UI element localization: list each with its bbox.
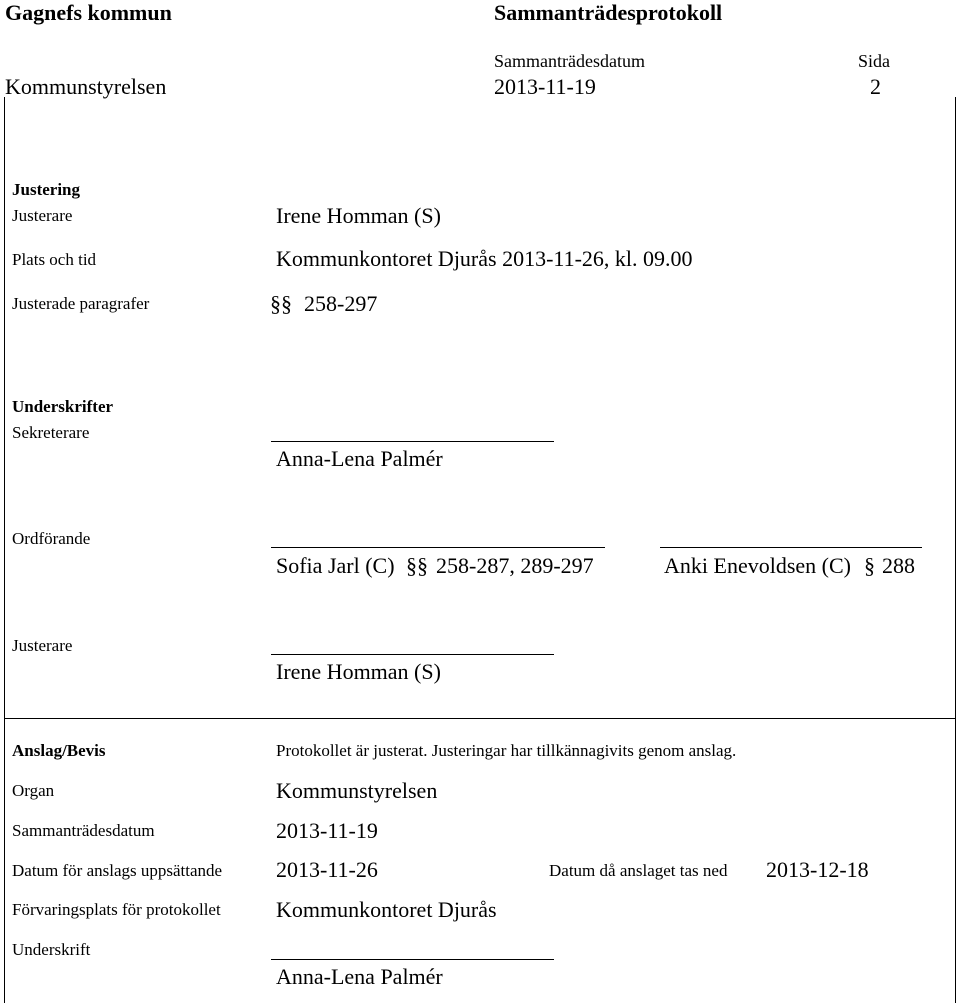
- paragrafer-label: Justerade paragrafer: [12, 294, 150, 313]
- underskrift-label: Underskrift: [12, 940, 91, 959]
- paragraph-symbol: §§: [270, 291, 292, 316]
- organ-value: Kommunstyrelsen: [276, 778, 438, 803]
- sekreterare-name: Anna-Lena Palmér: [276, 446, 443, 471]
- nedtagning-value: 2013-12-18: [766, 857, 869, 882]
- justerare-sign-label: Justerare: [12, 636, 73, 655]
- anslag-datum-label: Sammanträdesdatum: [12, 821, 155, 840]
- signature-line-justerare: [271, 654, 554, 655]
- ordforande-2-name: Anki Enevoldsen (C): [664, 553, 851, 578]
- meeting-date: 2013-11-19: [494, 74, 596, 99]
- document-type: Sammanträdesprotokoll: [494, 0, 723, 25]
- underskrift-name: Anna-Lena Palmér: [276, 964, 443, 989]
- justerare-label: Justerare: [12, 206, 73, 225]
- forvaring-value: Kommunkontoret Djurås: [276, 897, 497, 922]
- signature-line-ordforande-2: [660, 547, 922, 548]
- signature-line-ordforande-1: [271, 547, 605, 548]
- section-divider: [4, 718, 956, 719]
- page-label: Sida: [858, 51, 891, 71]
- municipality-name: Gagnefs kommun: [5, 0, 172, 25]
- ordforande-1-name: Sofia Jarl (C): [276, 553, 395, 578]
- frame-left-border: [4, 97, 5, 1003]
- frame-right-border: [955, 97, 956, 1003]
- underskrifter-heading: Underskrifter: [12, 397, 114, 416]
- paragraph-symbol: §: [864, 553, 875, 578]
- forvaring-label: Förvaringsplats för protokollet: [12, 900, 221, 919]
- ordforande-2-paragraph: 288: [882, 553, 915, 578]
- uppsattande-label: Datum för anslags uppsättande: [12, 861, 223, 880]
- page-number: 2: [870, 74, 881, 99]
- ordforande-1-paragraphs: 258-287, 289-297: [436, 553, 594, 578]
- anslag-heading: Anslag/Bevis: [12, 741, 106, 760]
- paragrafer-value: 258-297: [304, 291, 378, 316]
- ordforande-label: Ordförande: [12, 529, 91, 548]
- signature-line-anslag: [271, 959, 554, 960]
- signature-line-sekreterare: [271, 441, 554, 442]
- anslag-statement: Protokollet är justerat. Justeringar har tillkännagivits genom anslag.: [276, 741, 737, 760]
- anslag-datum-value: 2013-11-19: [276, 818, 378, 843]
- committee-name: Kommunstyrelsen: [5, 74, 167, 99]
- justerare-sign-name: Irene Homman (S): [276, 659, 441, 684]
- justerare-value: Irene Homman (S): [276, 203, 441, 228]
- organ-label: Organ: [12, 781, 55, 800]
- justering-heading: Justering: [12, 180, 80, 199]
- nedtagning-label: Datum då anslaget tas ned: [549, 861, 728, 880]
- plats-label: Plats och tid: [12, 250, 97, 269]
- uppsattande-value: 2013-11-26: [276, 857, 378, 882]
- paragraph-symbol: §§: [406, 553, 428, 578]
- meeting-date-label: Sammanträdesdatum: [494, 51, 645, 71]
- plats-value: Kommunkontoret Djurås 2013-11-26, kl. 09.00: [276, 246, 693, 271]
- sekreterare-label: Sekreterare: [12, 423, 90, 442]
